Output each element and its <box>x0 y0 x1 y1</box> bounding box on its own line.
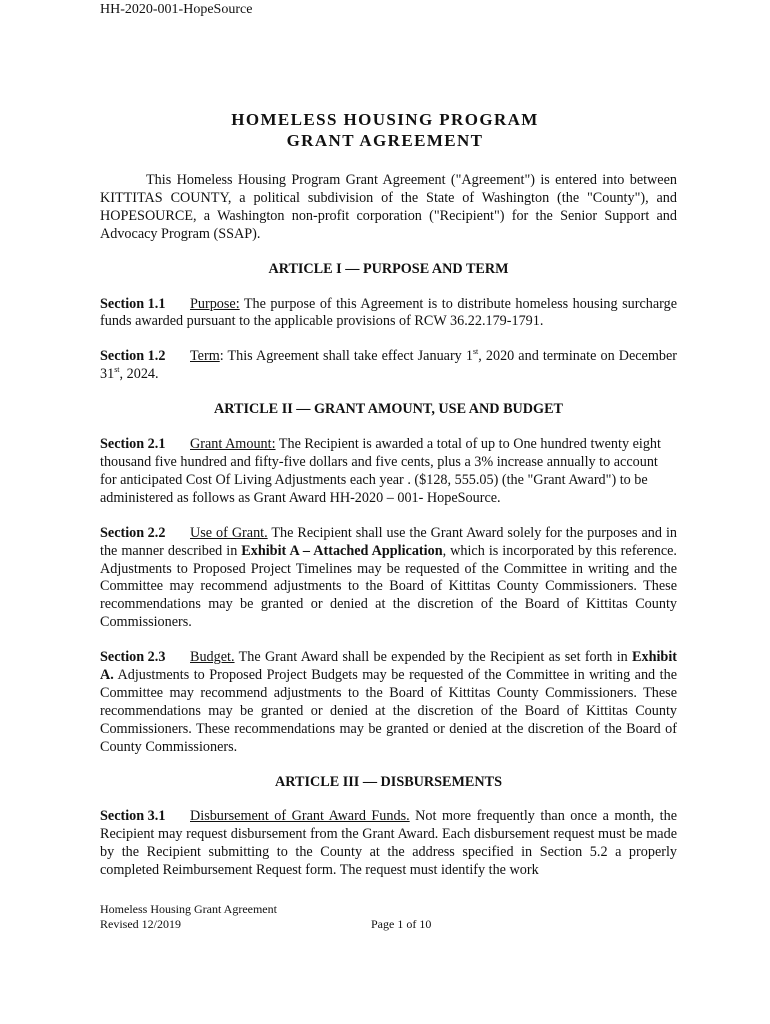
ordinal-suffix: st <box>472 347 479 357</box>
section-2-3 <box>100 649 677 756</box>
document-title-line-1: HOMELESS HOUSING PROGRAM <box>231 110 539 129</box>
section-heading: Use of Grant. <box>190 524 268 541</box>
footer-document-name: Homeless Housing Grant Agreement <box>100 902 277 916</box>
section-heading: Grant Amount: <box>190 436 276 453</box>
section-text: The Recipient shall use the Grant Award solely for the purposes and in the manner described in <box>100 524 677 559</box>
section-number: Section 3.1 <box>100 808 166 825</box>
section-text: , 2024. <box>119 366 159 383</box>
section-number: Section 2.1 <box>100 436 166 453</box>
section-text: Adjustments to Proposed Project Budgets may be requested of the Committee in writing and the Committee may recommend adjustments to the Board of Kittitas County Commissioners. These recommendations may be granted or denied at the discretion of the Board of Kittitas County Commissioners. These recommendations may be granted or denied at the discretion of the Board of County Commissioners. <box>100 667 677 755</box>
section-text: The Grant Award shall be expended by the Recipient as set forth in <box>234 649 633 666</box>
exhibit-reference: Exhibit A. <box>100 649 677 684</box>
section-number: Section 2.2 <box>100 524 166 541</box>
document-title-line-2: GRANT AGREEMENT <box>286 131 484 150</box>
section-1-1 <box>100 296 677 332</box>
document-header-reference: HH-2020-001-HopeSource <box>100 2 253 17</box>
section-heading: Purpose: <box>190 295 240 312</box>
section-heading: Disbursement of Grant Award Funds. <box>190 808 410 825</box>
section-text: , 2020 and terminate on December 31 <box>100 348 678 383</box>
article-1-heading: ARTICLE I — PURPOSE AND TERM <box>268 260 509 277</box>
footer-document-info <box>100 902 277 932</box>
article-3-heading: ARTICLE III — DISBURSEMENTS <box>275 773 502 790</box>
exhibit-reference: Exhibit A – Attached Application <box>241 542 443 559</box>
ordinal-suffix: st <box>114 365 120 375</box>
section-heading: Budget. <box>190 649 235 666</box>
document-body <box>100 172 677 897</box>
section-text: The Recipient is awarded a total of up to One hundred twenty eight thousand five hundred and fifty-five dollars and five cents, plus a 3% increase annually to account for anticipated Cost Of Living Adjustments each year . ($128, 555.05) (the "Grant Award") to be administered as follows as Grant Award HH-2020 – 001- HopeSource. <box>100 436 661 506</box>
section-number: Section 2.3 <box>100 649 166 666</box>
section-text: The purpose of this Agreement is to distribute homeless housing surcharge funds awarded pursuant to the applicable provisions of RCW 36.22.179-1791. <box>100 295 677 330</box>
section-2-2 <box>100 525 677 632</box>
section-1-2 <box>100 348 677 384</box>
section-3-1 <box>100 808 677 880</box>
intro-paragraph: This Homeless Housing Program Grant Agreement ("Agreement") is entered into between KITTITAS COUNTY, a political subdivision of the State of Washington (the "County"), and HOPESOURCE, a Washington non-profit corporation ("Recipient") for the Senior Support and Advocacy Program (SSAP). <box>100 172 677 242</box>
section-number: Section 1.2 <box>100 348 166 365</box>
section-heading: Term <box>190 348 220 365</box>
footer-revision: Revised 12/2019 <box>100 917 181 931</box>
section-text: : This Agreement shall take effect January 1 <box>219 348 473 365</box>
section-text: Not more frequently than once a month, the Recipient may request disbursement from the Grant Award. Each disbursement request must be made by the Recipient submitting to the County at the address specified in Section 5.2 a properly completed Reimbursement Request form. The request must identify the work <box>100 808 677 879</box>
footer-page-number: Page 1 of 10 <box>371 917 432 931</box>
section-2-1 <box>100 436 677 508</box>
section-text: , which is incorporated by this reference. Adjustments to Proposed Project Timelines may be requested of the Committee in writing and the Committee may recommend adjustments to the Board of Kittitas County Commissioners. These recommendations may be granted or denied at the discretion of the Board of Kittitas County Commissioners. <box>100 542 677 631</box>
article-2-heading: ARTICLE II — GRANT AMOUNT, USE AND BUDGET <box>214 401 563 418</box>
section-number: Section 1.1 <box>100 295 166 312</box>
